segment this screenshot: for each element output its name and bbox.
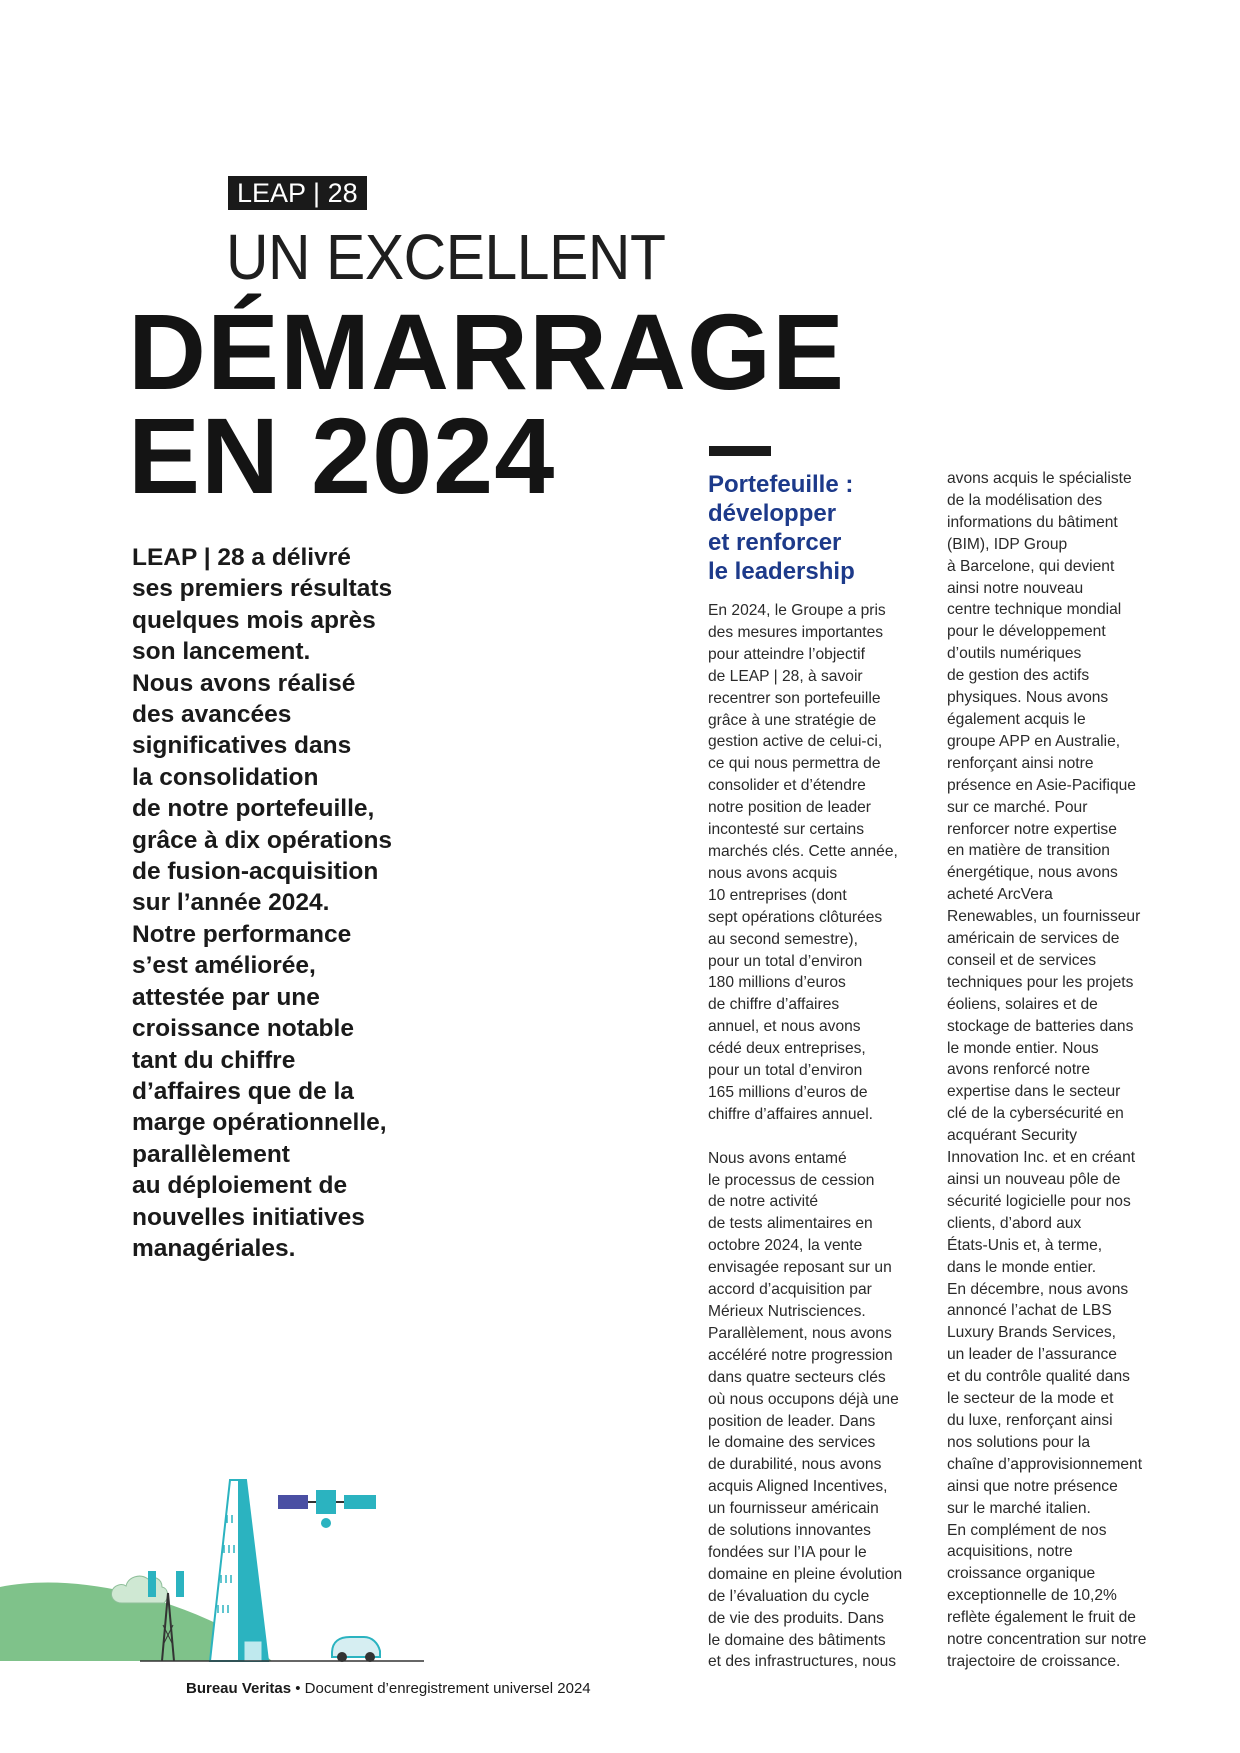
body-line: et du contrôle qualité dans — [947, 1368, 1130, 1386]
section-dash — [709, 446, 771, 456]
intro-line: managériales. — [132, 1234, 296, 1262]
body-line: groupe APP en Australie, — [947, 732, 1121, 750]
intro-line: quelques mois après — [132, 606, 376, 634]
intro-line: de notre portefeuille, — [132, 795, 375, 823]
body-line: et des infrastructures, nous — [708, 1653, 897, 1671]
body-line: acquis Aligned Incentives, — [708, 1478, 888, 1496]
leap28-badge: LEAP | 28 — [228, 176, 367, 210]
intro-line: Nous avons réalisé — [132, 669, 356, 697]
body-line: domaine en pleine évolution — [708, 1565, 903, 1583]
body-line: Nous avons entamé — [708, 1149, 847, 1167]
intro-line: marge opérationnelle, — [132, 1109, 387, 1137]
body-line: de l’évaluation du cycle — [708, 1587, 870, 1605]
body-line: États-Unis et, à terme, — [947, 1236, 1103, 1254]
body-line: présence en Asie-Pacifique — [947, 776, 1136, 794]
body-line: nos solutions pour la — [947, 1433, 1091, 1451]
body-line: sur le marché italien. — [947, 1499, 1091, 1517]
body-line: le monde entier. Nous — [947, 1039, 1099, 1057]
body-line: un leader de l’assurance — [947, 1346, 1117, 1364]
footer-separator: • — [291, 1680, 305, 1697]
section-title-line: développer — [708, 500, 837, 527]
intro-line: d’affaires que de la — [132, 1077, 354, 1105]
body-line: acquérant Security — [947, 1127, 1078, 1145]
body-line: reflète également le fruit de — [947, 1609, 1136, 1627]
body-line: des mesures importantes — [708, 623, 884, 641]
intro-line: son lancement. — [132, 638, 311, 666]
body-line: accéléré notre progression — [708, 1346, 893, 1364]
body-line: Renewables, un fournisseur — [947, 908, 1141, 926]
body-line: éoliens, solaires et de — [947, 995, 1098, 1013]
body-line: le processus de cession — [708, 1171, 875, 1189]
intro-line: grâce à dix opérations — [132, 826, 393, 854]
body-line: Parallèlement, nous avons — [708, 1324, 892, 1342]
body-line: de vie des produits. Dans — [708, 1609, 884, 1627]
body-line: de la modélisation des — [947, 491, 1103, 509]
body-line: annuel, et nous avons — [708, 1018, 861, 1036]
intro-line: de fusion-acquisition — [132, 858, 379, 886]
body-line: pour le développement — [947, 623, 1106, 641]
body-line: trajectoire de croissance. — [947, 1652, 1121, 1670]
body-line: américain de services de — [947, 930, 1120, 948]
body-line: gestion active de celui-ci, — [708, 733, 883, 751]
body-line: de solutions innovantes — [708, 1522, 871, 1540]
intro-line: des avancées — [132, 701, 292, 729]
body-line: incontesté sur certains — [708, 821, 865, 839]
body-line: chiffre d’affaires annuel. — [708, 1105, 873, 1123]
body-line: ainsi notre nouveau — [947, 579, 1084, 597]
body-line: où nous occupons déjà une — [708, 1390, 899, 1408]
body-line: 165 millions d’euros de — [708, 1083, 868, 1101]
body-line: techniques pour les projets — [947, 973, 1134, 991]
body-line: dans le monde entier. — [947, 1258, 1097, 1276]
body-line: En complément de nos — [947, 1521, 1107, 1539]
body-line: le secteur de la mode et — [947, 1390, 1114, 1408]
body-line: grâce à une stratégie de — [708, 711, 877, 729]
body-line: consolider et d’étendre — [708, 777, 866, 795]
intro-line: sur l’année 2024. — [132, 889, 330, 917]
body-line: pour un total d’environ — [708, 952, 863, 970]
intro-line: parallèlement — [132, 1140, 290, 1168]
body-line: fondées sur l’IA pour le — [708, 1543, 867, 1561]
body-line: sept opérations clôturées — [708, 908, 883, 926]
body-line: envisagée reposant sur un — [708, 1259, 892, 1277]
section-title-line: Portefeuille : — [708, 471, 854, 498]
body-line: ainsi un nouveau pôle de — [947, 1171, 1121, 1188]
body-line: 10 entreprises (dont — [708, 886, 847, 904]
body-line: sécurité logicielle pour nos — [947, 1192, 1131, 1210]
body-line: cédé deux entreprises, — [708, 1040, 866, 1058]
footer-text: Document d’enregistrement universel 2024 — [304, 1680, 591, 1697]
body-line: le domaine des bâtiments — [708, 1631, 886, 1649]
paragraph-gap — [708, 1126, 902, 1148]
body-line: notre position de leader — [708, 799, 871, 817]
section-title-line: le leadership — [708, 558, 855, 585]
body-line: également acquis le — [947, 710, 1086, 728]
body-line: de LEAP | 28, à savoir — [708, 667, 863, 685]
body-line: clé de la cybersécurité en — [947, 1105, 1124, 1123]
intro-line: Notre performance — [132, 920, 352, 948]
body-line: du luxe, renforçant ainsi — [947, 1411, 1113, 1429]
body-line: pour atteindre l’objectif — [708, 645, 865, 663]
body-line: expertise dans le secteur — [947, 1083, 1121, 1101]
body-line: de gestion des actifs — [947, 667, 1090, 685]
intro-line: ses premiers résultats — [132, 575, 393, 603]
body-line: stockage de batteries dans — [947, 1017, 1134, 1035]
body-line: avons renforcé notre — [947, 1061, 1091, 1079]
intro-line: tant du chiffre — [132, 1046, 296, 1074]
body-line: marchés clés. Cette année, — [708, 842, 898, 860]
body-line: position de leader. Dans — [708, 1412, 876, 1430]
body-line: renforcer notre expertise — [947, 820, 1117, 838]
body-line: à Barcelone, qui devient — [947, 557, 1115, 575]
body-line: d’outils numériques — [947, 645, 1082, 663]
intro-line: la consolidation — [132, 763, 319, 791]
body-line: accord d’acquisition par — [708, 1281, 872, 1299]
cloud-icon — [111, 1576, 167, 1603]
title-bold-line2: EN 2024 — [128, 395, 556, 516]
body-line: acheté ArcVera — [947, 886, 1053, 904]
body-line: avons acquis le spécialiste — [947, 470, 1132, 487]
section-title — [708, 470, 855, 586]
intro-line: attestée par une — [132, 983, 320, 1011]
body-line: Innovation Inc. et en créant — [947, 1149, 1136, 1167]
body-line: ainsi que notre présence — [947, 1477, 1118, 1495]
body-line: en matière de transition — [947, 842, 1110, 860]
body-line: pour un total d’environ — [708, 1062, 863, 1080]
body-line: renforçant ainsi notre — [947, 754, 1094, 772]
body-line: physiques. Nous avons — [947, 689, 1109, 707]
body-line: Luxury Brands Services, — [947, 1324, 1117, 1342]
body-line: le domaine des services — [708, 1434, 876, 1452]
body-line: 180 millions d’euros — [708, 974, 846, 992]
intro-paragraph — [132, 542, 432, 1264]
body-line: octobre 2024, la vente — [708, 1237, 863, 1255]
page-footer — [186, 1680, 591, 1697]
satellite-icon — [278, 1490, 376, 1528]
intro-line: nouvelles initiatives — [132, 1203, 365, 1231]
body-line: exceptionnelle de 10,2% — [947, 1587, 1117, 1605]
intro-line: LEAP | 28 a délivré — [132, 544, 351, 571]
body-line: au second semestre), — [708, 930, 858, 948]
body-line: de tests alimentaires en — [708, 1215, 873, 1233]
body-line: centre technique mondial — [947, 601, 1122, 619]
body-line: (BIM), IDP Group — [947, 535, 1068, 553]
body-line: notre concentration sur notre — [947, 1631, 1147, 1649]
tech-illustration — [0, 1475, 440, 1670]
body-line: énergétique, nous avons — [947, 864, 1118, 882]
body-line: Mérieux Nutrisciences. — [708, 1302, 866, 1320]
body-line: conseil et de services — [947, 951, 1097, 969]
title-light: UN EXCELLENT — [226, 221, 666, 293]
body-line: ce qui nous permettra de — [708, 755, 881, 773]
car-icon — [332, 1637, 380, 1662]
body-line: annoncé l’achat de LBS — [947, 1302, 1112, 1320]
body-line: de chiffre d’affaires — [708, 996, 840, 1014]
skyscraper-icon — [210, 1480, 268, 1661]
body-line: un fournisseur américain — [708, 1500, 879, 1518]
body-line: dans quatre secteurs clés — [708, 1368, 886, 1386]
section-title-line: et renforcer — [708, 529, 842, 556]
intro-line: significatives dans — [132, 732, 352, 760]
body-line: recentrer son portefeuille — [708, 689, 881, 707]
intro-line: au déploiement de — [132, 1172, 348, 1200]
footer-brand: Bureau Veritas — [186, 1680, 292, 1697]
intro-line: croissance notable — [132, 1015, 354, 1043]
body-line: En 2024, le Groupe a pris — [708, 602, 886, 619]
body-line: informations du bâtiment — [947, 513, 1118, 531]
body-line: nous avons acquis — [708, 864, 838, 882]
body-line: chaîne d’approvisionnement — [947, 1455, 1143, 1473]
body-line: de notre activité — [708, 1193, 819, 1211]
title-bold-line1: DÉMARRAGE — [128, 291, 846, 412]
intro-line: s’est améliorée, — [132, 952, 316, 980]
body-line: clients, d’abord aux — [947, 1214, 1082, 1232]
body-line: croissance organique — [947, 1565, 1096, 1583]
body-line: de durabilité, nous avons — [708, 1456, 882, 1474]
body-line: acquisitions, notre — [947, 1543, 1073, 1561]
body-line: sur ce marché. Pour — [947, 798, 1088, 816]
body-column-1 — [708, 600, 902, 1673]
body-column-2 — [947, 468, 1146, 1673]
body-line: En décembre, nous avons — [947, 1280, 1129, 1298]
